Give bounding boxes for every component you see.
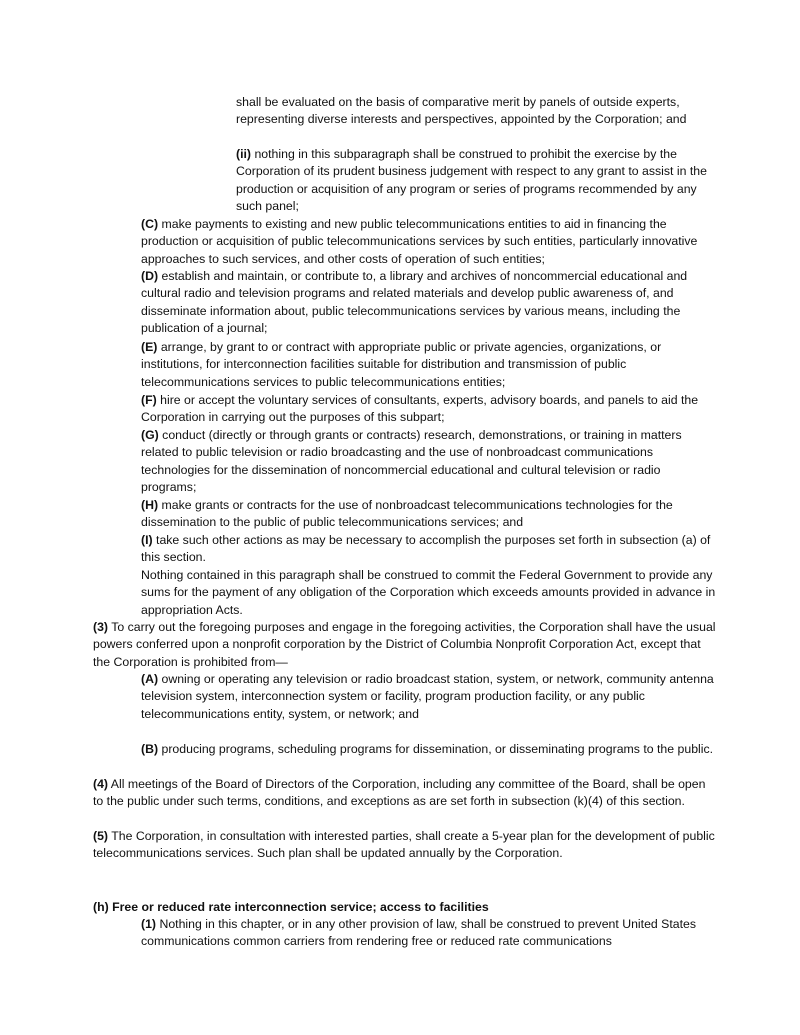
nothing-contained-paragraph: Nothing contained in this paragraph shall be construed to commit the Federal Government to provide any sums for the payment of any obligation of the Corporation which exceeds amounts provided in advance in appropriation Acts.: [141, 568, 716, 617]
paragraph-4: [93, 776, 718, 811]
paragraph-5-label: (5): [93, 829, 109, 843]
paragraph-3: [93, 619, 718, 671]
paragraph-3-label: (3): [93, 620, 109, 634]
subparagraph-H-label: (H): [141, 498, 159, 512]
subparagraph-H: [141, 497, 716, 532]
section-h-paragraph-1-text: Nothing in this chapter, or in any other provision of law, shall be construed to prevent United States communications common carriers from rendering free or reduced rate communications: [141, 917, 697, 949]
subparagraph-H-text: make grants or contracts for the use of nonbroadcast telecommunications technologies for the dissemination to the public of public telecommunications services; and: [141, 498, 673, 530]
subparagraph-E-label: (E): [141, 340, 158, 354]
subparagraph-E: [141, 339, 716, 391]
subparagraph-F: [141, 392, 716, 427]
section-h-heading: (h) Free or reduced rate interconnection service; access to facilities: [93, 900, 489, 914]
paragraph-5: [93, 828, 718, 863]
paragraph-3-subparagraph-B-label: (B): [141, 742, 159, 756]
paragraph-5-text: The Corporation, in consultation with interested parties, shall create a 5-year plan for the development of public telecommunications services. Such plan shall be updated annually by the Corporation.: [93, 829, 715, 861]
section-h-paragraph-1: [141, 916, 716, 951]
paragraph-4-text: All meetings of the Board of Directors of the Corporation, including any committee of the Board, shall be open to the public under such terms, conditions, and exceptions as are set forth in subsection (k)(4) of this section.: [93, 777, 706, 809]
paragraph-3-subparagraph-A: [141, 671, 716, 723]
subparagraph-I: [141, 532, 716, 567]
top-continuation-paragraph: shall be evaluated on the basis of comparative merit by panels of outside experts, representing diverse interests and perspectives, appointed by the Corporation; and: [236, 95, 687, 127]
paragraph-4-label: (4): [93, 777, 109, 791]
clause-ii-label: (ii): [236, 147, 252, 161]
subparagraph-F-label: (F): [141, 393, 157, 407]
subparagraph-C-text: make payments to existing and new public telecommunications entities to aid in financing the production or acquisition of public telecommunications services by such entities, particularly innovative approaches to such services, and other costs of operation of such entities;: [141, 217, 698, 266]
paragraph-3-subparagraph-B: [141, 741, 716, 758]
paragraph-3-text: To carry out the foregoing purposes and engage in the foregoing activities, the Corporation shall have the usual powers conferred upon a nonprofit corporation by the District of Columbia Nonprofit Corporation Act, except that the Corporation is prohibited from—: [93, 620, 716, 669]
subparagraph-G-label: (G): [141, 428, 159, 442]
subparagraph-G: [141, 427, 716, 497]
clause-ii: [236, 146, 716, 216]
subparagraph-D: [141, 268, 716, 338]
subparagraph-G-text: conduct (directly or through grants or contracts) research, demonstrations, or training in matters related to public television or radio broadcasting and the use of nonbroadcast communications technologies for the dissemination of noncommercial educational and cultural television or radio programs;: [141, 428, 682, 495]
section-h-paragraph-1-label: (1): [141, 917, 157, 931]
paragraph-3-subparagraph-A-text: owning or operating any television or radio broadcast station, system, or network, community antenna television system, interconnection system or facility, program production facility, or any public telecommunications entity, system, or network; and: [141, 672, 714, 721]
subparagraph-D-text: establish and maintain, or contribute to, a library and archives of noncommercial educational and cultural radio and television programs and related materials and develop public awareness of, and disseminate information about, public telecommunications services by various means, including the publication of a journal;: [141, 269, 688, 336]
paragraph-3-subparagraph-B-text: producing programs, scheduling programs for dissemination, or disseminating programs to the public.: [158, 742, 714, 756]
subparagraph-I-text: take such other actions as may be necessary to accomplish the purposes set forth in subsection (a) of this section.: [141, 533, 711, 565]
clause-ii-text: nothing in this subparagraph shall be construed to prohibit the exercise by the Corporation of its prudent business judgement with respect to any grant to assist in the production or acquisition of any program or series of programs recommended by any such panel;: [236, 147, 707, 214]
subparagraph-C: [141, 216, 716, 268]
subparagraph-F-text: hire or accept the voluntary services of consultants, experts, advisory boards, and panels to aid the Corporation in carrying out the purposes of this subpart;: [141, 393, 699, 425]
subparagraph-D-label: (D): [141, 269, 159, 283]
subparagraph-I-label: (I): [141, 533, 153, 547]
paragraph-3-subparagraph-A-label: (A): [141, 672, 159, 686]
subparagraph-C-label: (C): [141, 217, 159, 231]
subparagraph-E-text: arrange, by grant to or contract with appropriate public or private agencies, organizations, or institutions, for interconnection facilities suitable for distribution and transmission of public telecommunications services to public telecommunications entities;: [141, 340, 662, 389]
